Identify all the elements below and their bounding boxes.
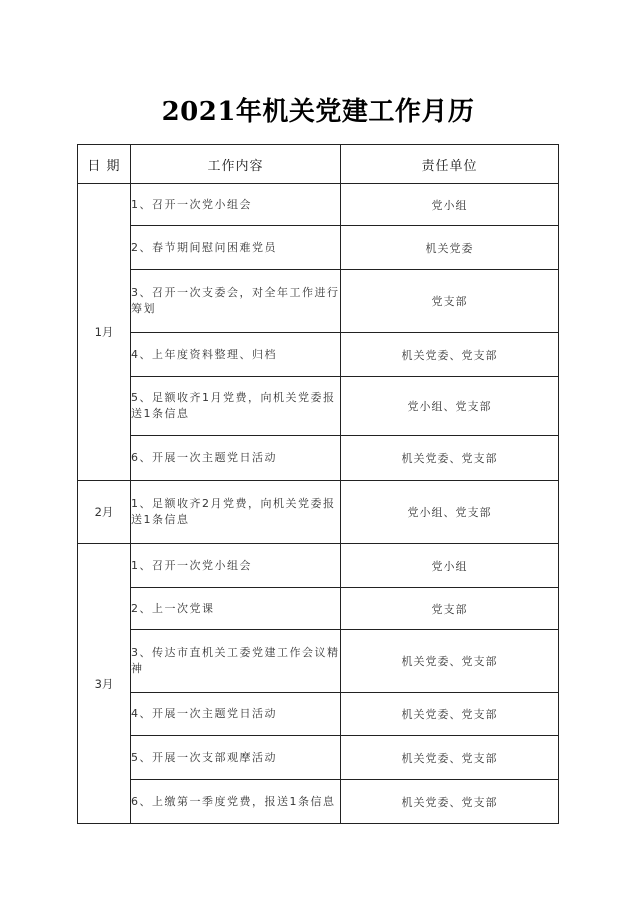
- responsible-unit: 机关党委: [341, 226, 559, 270]
- responsible-unit: 党支部: [341, 270, 559, 333]
- work-content: 1、召开一次党小组会: [131, 544, 341, 588]
- work-content: 6、上缴第一季度党费，报送1条信息: [131, 780, 341, 824]
- month-cell-mar: 3月: [78, 544, 131, 824]
- month-cell-jan: 1月: [78, 184, 131, 481]
- responsible-unit: 机关党委、党支部: [341, 333, 559, 377]
- table-row: [78, 481, 559, 544]
- responsible-unit: 机关党委、党支部: [341, 736, 559, 780]
- header-content: 工作内容: [131, 145, 341, 184]
- table-row: [78, 736, 559, 780]
- table-row: [78, 693, 559, 736]
- responsible-unit: 机关党委、党支部: [341, 630, 559, 693]
- table-row: [78, 184, 559, 226]
- work-content: 5、开展一次支部观摩活动: [131, 736, 341, 780]
- work-content: 4、上年度资料整理、归档: [131, 333, 341, 377]
- work-content: 5、足额收齐1月党费，向机关党委报送1条信息: [131, 377, 341, 436]
- table-header-row: [78, 145, 559, 184]
- header-unit: 责任单位: [341, 145, 559, 184]
- responsible-unit: 党支部: [341, 588, 559, 630]
- table-row: [78, 630, 559, 693]
- responsible-unit: 党小组: [341, 184, 559, 226]
- work-content: 1、足额收齐2月党费，向机关党委报送1条信息: [131, 481, 341, 544]
- month-cell-feb: 2月: [78, 481, 131, 544]
- work-content: 6、开展一次主题党日活动: [131, 436, 341, 481]
- work-calendar-table: [77, 144, 559, 824]
- responsible-unit: 机关党委、党支部: [341, 436, 559, 481]
- responsible-unit: 党小组: [341, 544, 559, 588]
- work-content: 2、上一次党课: [131, 588, 341, 630]
- table-row: [78, 270, 559, 333]
- responsible-unit: 机关党委、党支部: [341, 693, 559, 736]
- work-content: 1、召开一次党小组会: [131, 184, 341, 226]
- work-content: 4、开展一次主题党日活动: [131, 693, 341, 736]
- responsible-unit: 机关党委、党支部: [341, 780, 559, 824]
- table-row: [78, 377, 559, 436]
- table-row: [78, 780, 559, 824]
- responsible-unit: 党小组、党支部: [341, 377, 559, 436]
- table-row: [78, 544, 559, 588]
- work-content: 3、召开一次支委会，对全年工作进行筹划: [131, 270, 341, 333]
- table-row: [78, 226, 559, 270]
- work-content: 3、传达市直机关工委党建工作会议精神: [131, 630, 341, 693]
- table-row: [78, 436, 559, 481]
- table-row: [78, 588, 559, 630]
- responsible-unit: 党小组、党支部: [341, 481, 559, 544]
- page-title: 2021年机关党建工作月历: [161, 97, 475, 127]
- header-date: 日 期: [78, 145, 131, 184]
- work-content: 2、春节期间慰问困难党员: [131, 226, 341, 270]
- table-row: [78, 333, 559, 377]
